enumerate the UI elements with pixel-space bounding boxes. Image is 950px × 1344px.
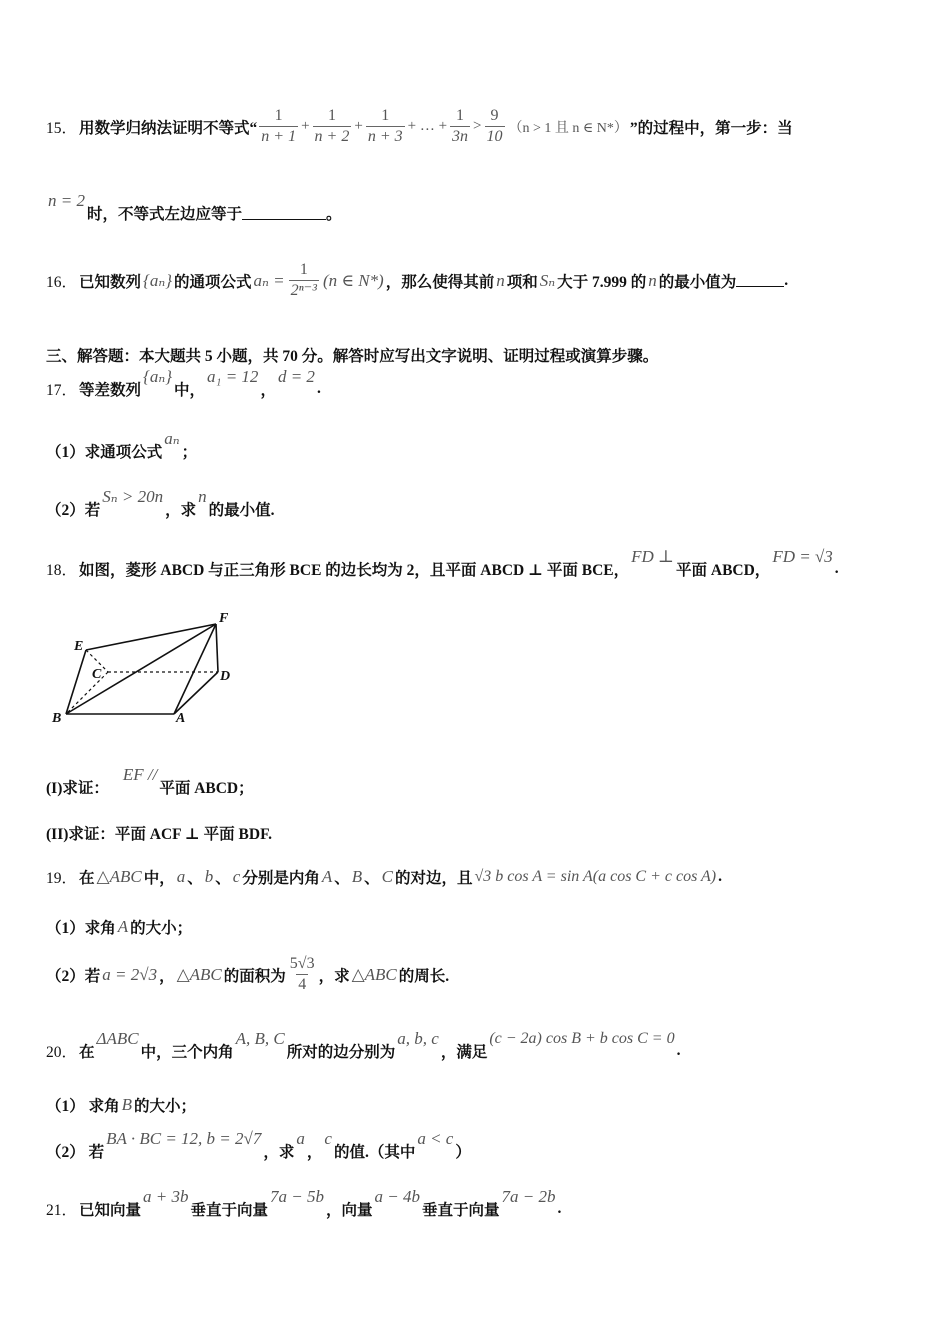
q20-sides: a, b, c	[397, 1029, 439, 1048]
q19-p2-frac-den: 4	[298, 976, 307, 993]
q20-p1-label: （1） 求角	[46, 1098, 120, 1115]
q17-text-a: 等差数列	[79, 382, 142, 399]
q18-fd-perp: FD ⊥	[631, 547, 675, 566]
q19-p1-A: A	[117, 917, 129, 936]
q18-line	[46, 547, 839, 580]
q19-text-d: 的对边，且	[394, 870, 473, 887]
q19-B: B	[351, 867, 363, 886]
q20-part1	[46, 1094, 196, 1116]
q20-p2-a: a	[296, 1129, 305, 1148]
q18-end: .	[834, 560, 839, 577]
q16-n2: n	[648, 270, 657, 290]
q17-p2-n: n	[198, 487, 207, 506]
q17-end: .	[316, 380, 321, 397]
q17-comma: ，	[260, 382, 276, 399]
q20-p2-ask: ，求	[263, 1144, 295, 1161]
q15-gt: >	[473, 118, 482, 134]
fig-label-E: E	[74, 639, 84, 654]
q16-frac-num: 1	[299, 261, 308, 278]
q19-p2-end: 的周长.	[398, 967, 450, 985]
q20-p2-label: （2） 若	[46, 1144, 105, 1161]
q20-p2-c: c	[324, 1129, 332, 1148]
q19-b: b	[204, 867, 214, 886]
q18-text-a: 如图，菱形 ABCD 与正三角形 BCE 的边长均为 2，且平面 ABCD ⊥ 平面 BCE，	[79, 562, 630, 579]
q18-p1-math: EF //	[122, 765, 158, 784]
q19-p2-frac-num: 5√3	[289, 955, 315, 972]
q19-sep2: 、	[215, 870, 231, 887]
q18-part2: (II)求证：平面 ACF ⊥ 平面 BDF.	[46, 826, 272, 843]
q20-p2-cond: a < c	[417, 1129, 454, 1148]
q20-text-d: ，满足	[440, 1044, 488, 1061]
q17-p2-label: （2）若	[46, 502, 101, 519]
q19-text-a: 在	[79, 870, 95, 887]
q20-p1-B: B	[121, 1095, 133, 1114]
q19-c: c	[232, 867, 241, 886]
q15-frac-2	[313, 106, 352, 147]
q21-line	[46, 1187, 562, 1220]
q21-text-b: 垂直于向量	[190, 1202, 269, 1219]
q21-text-a: 已知向量	[79, 1202, 142, 1219]
q16-text-b: 的通项公式	[174, 273, 252, 291]
q19-part2	[46, 954, 449, 995]
q19-text-c: 分别是内角	[242, 870, 320, 887]
q20-p2-sep: ，	[306, 1144, 323, 1161]
q21-end: .	[557, 1200, 562, 1217]
q19-equation: √3 b cos A = sin A(a cos C + c cos A)	[474, 868, 717, 885]
q21-v2: 7a − 5b	[270, 1187, 325, 1206]
q15-frac-2-num: 1	[327, 107, 336, 124]
fig-edge-FD	[216, 624, 218, 672]
q15-text-b: ”的过程中，第一步：当	[629, 119, 793, 137]
q18-p1-end: 平面 ABCD；	[159, 780, 254, 797]
q17-p1-end: ；	[181, 444, 198, 461]
q15-frac-5-den: 10	[486, 128, 503, 145]
q19-end: .	[718, 868, 722, 885]
q16-n1: n	[496, 270, 505, 290]
q15-frac-5	[485, 106, 505, 147]
q19-A: A	[321, 867, 333, 886]
fig-edge-DA	[174, 672, 218, 714]
q20-p2-end: ）	[455, 1144, 471, 1161]
q17-line	[46, 367, 321, 400]
q15-line2	[46, 191, 342, 224]
q16-text-a: 已知数列	[79, 273, 142, 291]
q15-frac-1-den: n + 1	[261, 128, 297, 145]
q15-text-c: 时，不等式左边应等于	[86, 206, 242, 223]
q19-p2-a: a = 2√3	[102, 964, 158, 984]
q15-frac-4-num: 1	[456, 107, 465, 124]
q20-number: 20．	[46, 1044, 78, 1061]
q16-number: 16．	[46, 273, 78, 291]
q19-line	[46, 866, 722, 888]
q19-p2-tri2: △ABC	[351, 964, 397, 984]
q17-d: d = 2	[277, 367, 315, 386]
q17-p1-label: （1）求通项公式	[46, 444, 163, 461]
q16-condition: (n ∈ N*)	[322, 270, 384, 290]
q15-text-a: 用数学归纳法证明不等式“	[79, 119, 258, 137]
q16-seq: {aₙ}	[143, 270, 173, 290]
q19-p2-frac	[288, 954, 317, 995]
q19-p2-label: （2）若	[46, 967, 101, 985]
q20-equation: (c − 2a) cos B + b cos C = 0	[489, 1030, 675, 1047]
q17-p2-end: 的最小值.	[208, 502, 275, 519]
q19-sep3: 、	[334, 870, 350, 887]
q15-number: 15．	[46, 119, 78, 137]
q15-frac-3	[366, 106, 405, 147]
q16-text-d: 项和	[506, 273, 538, 291]
q18-fd-eq: FD = √3	[772, 547, 833, 566]
q20-part2	[46, 1129, 471, 1162]
q21-number: 21．	[46, 1202, 78, 1219]
q17-a1: a₁ = 12	[207, 367, 259, 386]
q19-p2-tri: △ABC	[176, 964, 222, 984]
q21-v1: a + 3b	[143, 1187, 189, 1206]
section3-heading: 三、解答题：本大题共 5 小题，共 70 分。解答时应写出文字说明、证明过程或演算步骤。	[46, 348, 659, 365]
q19-p2-comma: ，	[159, 967, 175, 985]
q15-plus-1: +	[301, 118, 310, 134]
fig-label-B: B	[52, 711, 62, 726]
q20-line	[46, 1029, 681, 1062]
q19-C: C	[381, 867, 393, 886]
q16-answer-blank	[736, 274, 784, 287]
q20-text-c: 所对的边分别为	[286, 1044, 396, 1061]
q19-part1	[46, 916, 192, 938]
q15-plus-2: +	[354, 118, 363, 134]
q20-text-a: 在	[79, 1044, 95, 1061]
q17-part1	[46, 429, 198, 462]
fig-edge-BF	[66, 624, 216, 714]
q20-tri: ΔABC	[96, 1029, 139, 1048]
fig-label-C: C	[92, 667, 102, 682]
q15-text-d: 。	[326, 206, 342, 223]
q21-v4: 7a − 2b	[501, 1187, 556, 1206]
q16-text-e: 大于 7.999 的	[557, 273, 647, 291]
q17-text-b: 中，	[174, 382, 206, 399]
q19-sep4: 、	[364, 870, 380, 887]
q16-text-f: 的最小值为	[658, 273, 737, 291]
q20-angles: A, B, C	[235, 1029, 285, 1048]
fig-label-A: A	[176, 711, 186, 726]
q19-number: 19．	[46, 870, 78, 887]
q16-frac	[289, 260, 319, 301]
q17-p2-mid: ，求	[165, 502, 197, 519]
q17-number: 17．	[46, 382, 78, 399]
q17-p2-math: Sₙ > 20n	[102, 487, 164, 506]
q15-frac-3-den: n + 3	[367, 128, 403, 145]
q15-condition: （n > 1 且 n ∈ N*）	[508, 120, 628, 136]
q15-n-eq: n = 2	[48, 191, 85, 210]
q20-p2-mid: 的值.（其中	[333, 1144, 416, 1161]
q15-frac-4-den: 3n	[452, 128, 469, 145]
q19-sep1: 、	[187, 870, 203, 887]
q21-text-d: 垂直于向量	[422, 1202, 500, 1219]
fig-label-D: D	[220, 669, 231, 684]
q20-p2-eq: BA · BC = 12, b = 2√7	[106, 1129, 262, 1148]
q17-seq: {aₙ}	[143, 367, 173, 386]
q16-text-c: ，那么使得其前	[385, 273, 495, 291]
fig-label-F: F	[219, 611, 229, 626]
q19-a: a	[176, 867, 186, 886]
q15-frac-3-num: 1	[381, 107, 390, 124]
q18-number: 18．	[46, 562, 78, 579]
q15-frac-2-den: n + 2	[314, 128, 350, 145]
fig-edge-EF	[86, 624, 216, 650]
q21-text-c: ，向量	[326, 1202, 373, 1219]
q21-v3: a − 4b	[374, 1187, 421, 1206]
q20-text-b: 中，三个内角	[140, 1044, 234, 1061]
q16-an: aₙ =	[253, 270, 285, 290]
q15-line1	[46, 106, 793, 147]
q19-p2-mid: 的面积为	[223, 967, 286, 985]
q18-rhombus-figure	[46, 598, 246, 728]
q19-p1-label: （1）求角	[46, 920, 116, 937]
q16-sn: Sₙ	[539, 270, 556, 290]
q15-dots: + … +	[407, 118, 448, 134]
q19-tri: △ABC	[96, 867, 142, 886]
q19-p2-ask: ，求	[318, 967, 350, 985]
q20-p1-end: 的大小；	[134, 1098, 197, 1115]
q15-answer-blank	[242, 207, 326, 220]
q15-frac-1-num: 1	[274, 107, 283, 124]
q19-p1-end: 的大小；	[130, 920, 193, 937]
q18-part1	[46, 765, 254, 798]
q15-frac-4	[450, 106, 470, 147]
q16-frac-den: 2ⁿ⁻³	[290, 282, 317, 299]
q20-end: .	[676, 1042, 681, 1059]
q17-part2	[46, 487, 275, 520]
q18-text-b: 平面 ABCD，	[676, 562, 771, 579]
q19-text-b: 中，	[143, 870, 175, 887]
q16-text-g: .	[784, 271, 789, 289]
q16-line	[46, 260, 788, 301]
q17-p1-math: aₙ	[164, 429, 180, 448]
q18-p1-label: (I)求证：	[46, 780, 109, 797]
q15-frac-1	[259, 106, 298, 147]
q15-frac-5-num: 9	[490, 107, 499, 124]
